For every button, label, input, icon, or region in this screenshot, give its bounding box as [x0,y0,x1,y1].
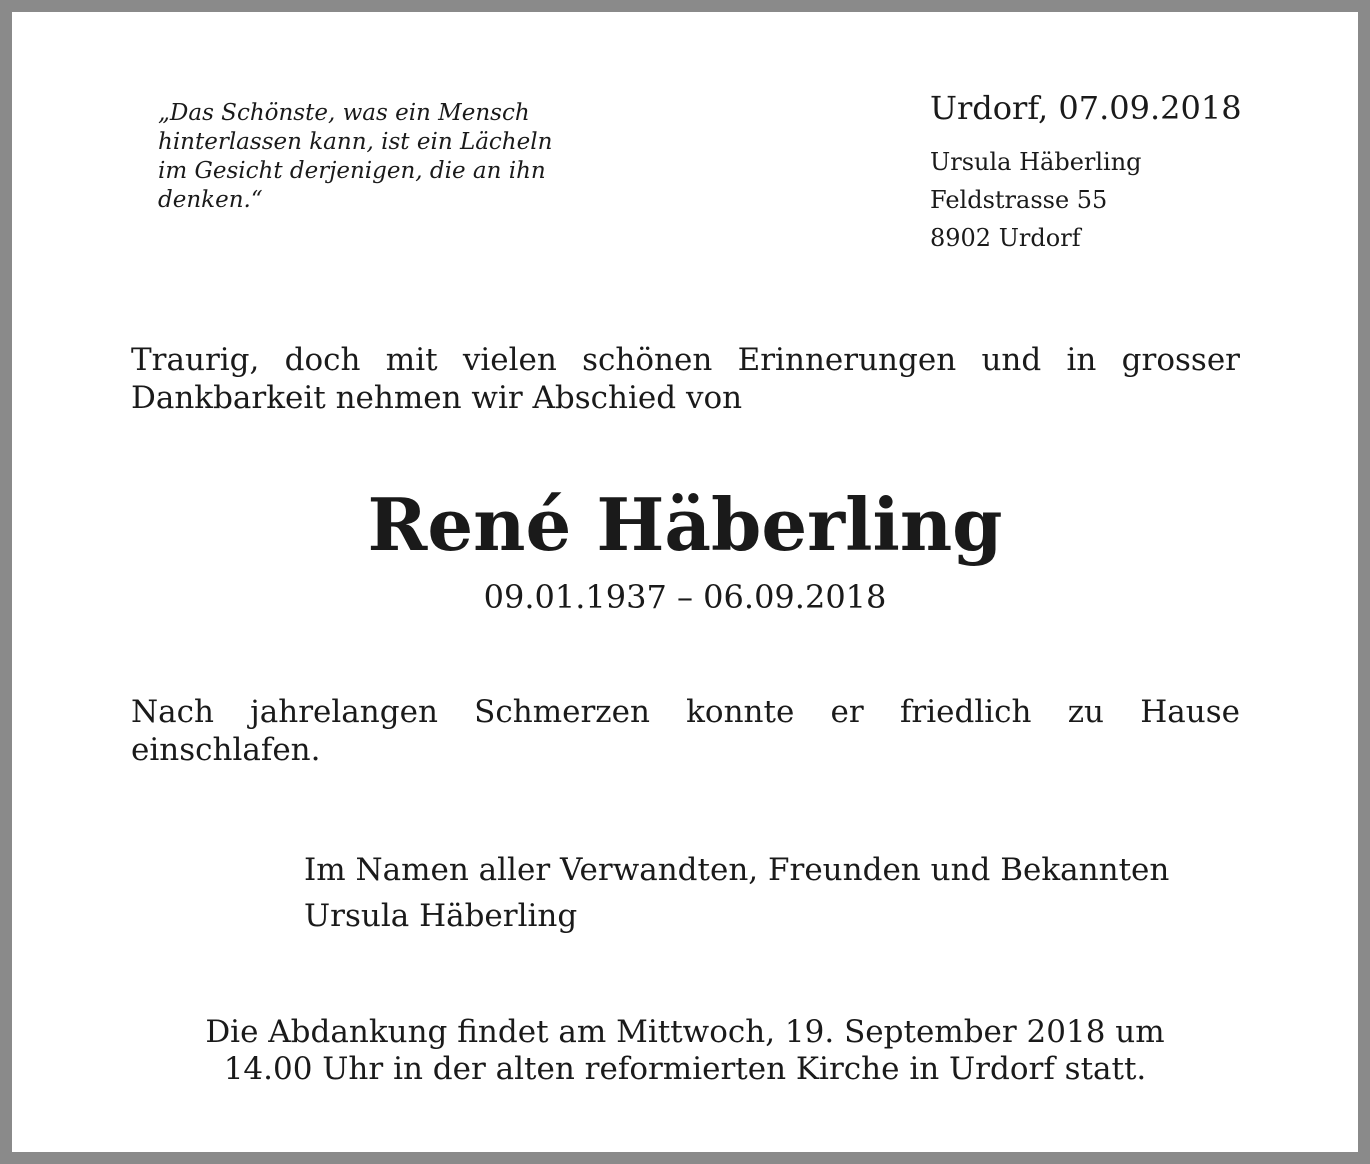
quote-line: hinterlassen kann, ist ein Lächeln [158,129,553,155]
address-name: Ursula Häberling [930,148,1142,176]
memorial-quote [158,99,598,215]
quote-line: im Gesicht derjenigen, die an ihn [158,158,546,184]
obituary-page [12,12,1358,1152]
service-notice [12,1014,1358,1088]
address-street: Feldstrasse 55 [930,186,1108,214]
life-dates: 09.01.1937 – 06.09.2018 [483,578,887,616]
passing-text: Nach jahrelangen Schmerzen konnte er friedlich zu Hause einschlafen. [131,694,1240,768]
quote-line: denken.“ [158,187,263,213]
quote-line: „Das Schönste, was ein Mensch [158,100,530,126]
intro-text: Traurig, doch mit vielen schönen Erinnerungen und in grosser Dankbarkeit nehmen wir Abschied von [131,342,1240,416]
signoff-signature: Ursula Häberling [304,898,578,934]
deceased-name: René Häberling [367,482,1003,567]
service-line: 14.00 Uhr in der alten reformierten Kirche in Urdorf statt. [223,1051,1147,1087]
place-and-date: Urdorf, 07.09.2018 [930,89,1242,127]
signoff [304,847,1169,939]
address-city: 8902 Urdorf [930,224,1081,252]
contact-address [930,143,1142,257]
service-line: Die Abdankung findet am Mittwoch, 19. September 2018 um [205,1014,1165,1050]
signoff-line: Im Namen aller Verwandten, Freunden und Bekannten [304,852,1170,888]
